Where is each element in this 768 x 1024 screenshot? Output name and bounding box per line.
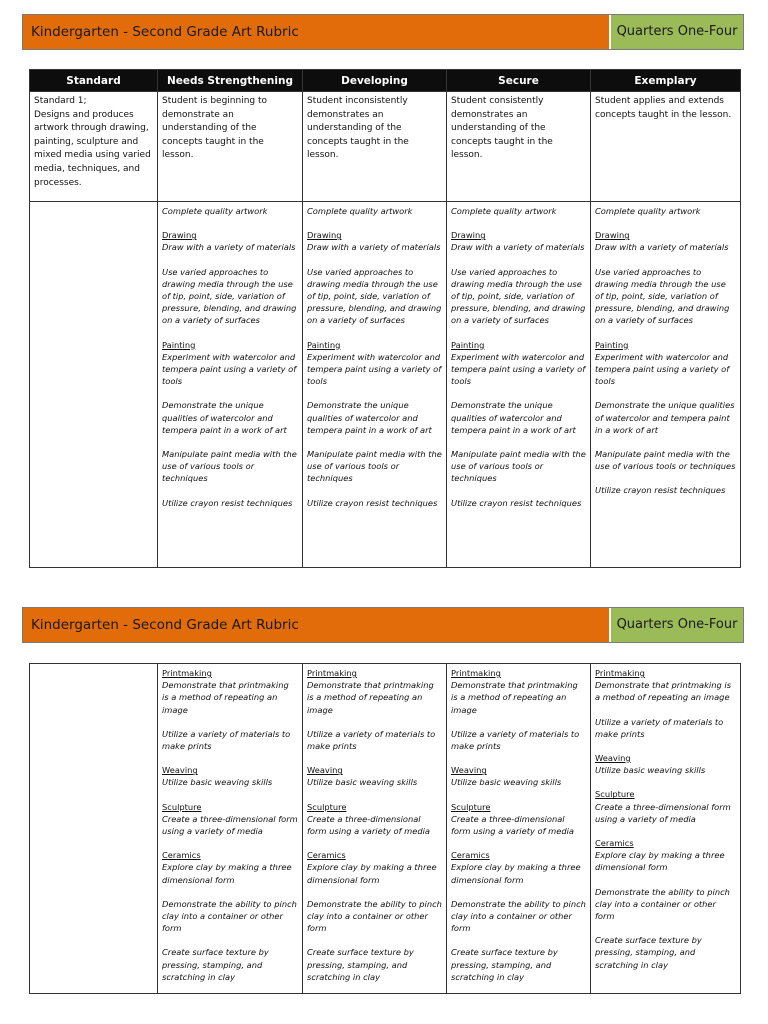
criteria-cell	[447, 664, 591, 994]
criteria-item	[307, 266, 442, 327]
criteria-heading: Sculpture	[595, 789, 635, 800]
criteria-item	[307, 205, 442, 217]
criteria-text: Utilize a variety of materials to make prints	[307, 728, 436, 752]
criteria-text: Demonstrate that printmaking is a method of repeating an image	[162, 680, 289, 715]
header-standard: Standard	[30, 70, 158, 92]
criteria-item	[595, 266, 736, 327]
criteria-text: Manipulate paint media with the use of various tools or techniques	[162, 449, 297, 484]
exemplary-description: Student applies and extends concepts taught in the lesson.	[591, 92, 741, 202]
criteria-item	[451, 205, 586, 217]
rubric-table	[29, 69, 741, 568]
criteria-text: Utilize a variety of materials to make prints	[162, 728, 291, 752]
rubric-table-continued	[29, 663, 741, 994]
criteria-item	[307, 898, 442, 935]
criteria-item	[595, 339, 736, 388]
criteria-text: Demonstrate the unique qualities of watercolor and tempera paint in a work of art	[307, 400, 432, 435]
criteria-item	[162, 205, 298, 217]
criteria-text: Use varied approaches to drawing media through the use of tip, point, side, variation of pressure, blending, and drawing on a variety of surfaces	[595, 266, 730, 326]
criteria-text: Draw with a variety of materials	[307, 242, 441, 253]
criteria-item	[595, 484, 736, 496]
rubric-title: Kindergarten - Second Grade Art Rubric	[23, 608, 611, 642]
criteria-text: Demonstrate that printmaking is a method of repeating an image	[451, 680, 578, 715]
criteria-heading: Drawing	[595, 230, 630, 241]
criteria-text: Utilize a variety of materials to make prints	[451, 728, 580, 752]
criteria-item	[162, 849, 298, 886]
criteria-text: Demonstrate the unique qualities of watercolor and tempera paint in a work of art	[451, 400, 576, 435]
criteria-item	[451, 764, 586, 788]
criteria-cell	[591, 664, 741, 994]
criteria-item	[451, 497, 586, 509]
criteria-text: Utilize basic weaving skills	[162, 777, 273, 788]
criteria-text: Manipulate paint media with the use of various tools or techniques	[307, 449, 442, 484]
criteria-item	[595, 934, 736, 971]
criteria-item	[451, 266, 586, 327]
criteria-item	[162, 229, 298, 253]
secure-description: Student consistently demonstrates an understanding of the concepts taught in the lesson.	[447, 92, 591, 202]
criteria-item	[595, 205, 736, 217]
criteria-text: Utilize basic weaving skills	[451, 777, 562, 788]
criteria-text: Complete quality artwork	[162, 206, 268, 216]
criteria-text: Demonstrate the unique qualities of watercolor and tempera paint in a work of art	[595, 400, 735, 435]
standard-number: Standard 1;	[34, 96, 87, 106]
criteria-item	[307, 849, 442, 886]
criteria-item	[307, 497, 442, 509]
criteria-row	[30, 664, 741, 994]
criteria-heading: Painting	[595, 339, 629, 350]
criteria-heading: Printmaking	[451, 668, 501, 678]
criteria-item	[307, 946, 442, 983]
criteria-text: Use varied approaches to drawing media through the use of tip, point, side, variation of pressure, blending, and drawing on a variety of surfaces	[307, 266, 442, 326]
criteria-heading: Drawing	[307, 230, 342, 241]
criteria-text: Draw with a variety of materials	[451, 242, 585, 253]
criteria-text: Explore clay by making a three dimensional form	[451, 862, 581, 885]
criteria-heading: Drawing	[451, 230, 486, 241]
criteria-text: Explore clay by making a three dimensional form	[307, 862, 437, 885]
criteria-text: Complete quality artwork	[451, 206, 557, 216]
criteria-heading: Sculpture	[162, 801, 202, 812]
criteria-item	[451, 728, 586, 752]
criteria-text: Utilize basic weaving skills	[595, 765, 706, 776]
criteria-text: Create a three-dimensional form using a variety of media	[307, 813, 430, 837]
criteria-heading: Sculpture	[451, 801, 491, 812]
criteria-heading: Printmaking	[307, 668, 357, 678]
criteria-heading: Painting	[162, 339, 196, 350]
criteria-item	[307, 448, 442, 485]
header-developing: Developing	[303, 70, 447, 92]
criteria-text: Create a three-dimensional form using a variety of media	[162, 813, 298, 837]
criteria-heading: Printmaking	[162, 668, 212, 678]
criteria-item	[595, 886, 736, 923]
criteria-item	[451, 946, 586, 983]
criteria-item	[451, 849, 586, 886]
criteria-item	[162, 497, 298, 509]
criteria-text: Create surface texture by pressing, stamping, and scratching in clay	[162, 947, 269, 982]
criteria-text: Demonstrate the ability to pinch clay into a container or other form	[162, 898, 297, 934]
criteria-item	[595, 716, 736, 740]
criteria-heading: Ceramics	[595, 838, 634, 849]
criteria-text: Complete quality artwork	[595, 206, 701, 216]
criteria-cell	[303, 664, 447, 994]
criteria-item	[162, 728, 298, 752]
criteria-item	[451, 801, 586, 838]
criteria-heading: Printmaking	[595, 668, 645, 678]
criteria-heading: Weaving	[451, 765, 487, 776]
criteria-item	[162, 946, 298, 983]
developing-description: Student inconsistently demonstrates an understanding of the concepts taught in the lesson.	[303, 92, 447, 202]
criteria-item	[307, 399, 442, 436]
criteria-heading: Weaving	[307, 765, 343, 776]
criteria-heading: Painting	[451, 339, 485, 350]
criteria-item	[307, 764, 442, 788]
header-secure: Secure	[447, 70, 591, 92]
criteria-item	[162, 667, 298, 716]
criteria-heading: Ceramics	[451, 850, 490, 861]
criteria-text: Create surface texture by pressing, stamping, and scratching in clay	[307, 947, 414, 982]
criteria-text: Experiment with watercolor and tempera paint using a variety of tools	[307, 351, 442, 387]
criteria-item	[451, 399, 586, 436]
needs-strengthening-description: Student is beginning to demonstrate an understanding of the concepts taught in the lesson.	[158, 92, 303, 202]
criteria-heading: Weaving	[162, 765, 198, 776]
criteria-text: Explore clay by making a three dimensional form	[162, 862, 292, 885]
quarters-label: Quarters One-Four	[611, 608, 743, 642]
criteria-text: Demonstrate the ability to pinch clay into a container or other form	[595, 886, 730, 922]
criteria-text: Utilize crayon resist techniques	[307, 497, 438, 508]
criteria-text: Create surface texture by pressing, stamping, and scratching in clay	[595, 935, 702, 970]
criteria-text: Demonstrate that printmaking is a method of repeating an image	[595, 680, 732, 703]
standard-cell	[30, 92, 158, 202]
criteria-standard-cell	[30, 664, 158, 994]
criteria-text: Manipulate paint media with the use of various tools or techniques	[451, 449, 586, 484]
criteria-text: Explore clay by making a three dimensional form	[595, 850, 725, 873]
rubric-banner	[22, 607, 744, 643]
criteria-item	[307, 728, 442, 752]
criteria-cell	[158, 202, 303, 568]
criteria-text: Draw with a variety of materials	[595, 242, 729, 253]
criteria-text: Create a three-dimensional form using a variety of media	[595, 801, 731, 824]
criteria-text: Manipulate paint media with the use of various tools or techniques	[595, 449, 736, 472]
criteria-text: Complete quality artwork	[307, 206, 413, 216]
criteria-text: Create a three-dimensional form using a variety of media	[451, 813, 574, 837]
criteria-row	[30, 202, 741, 568]
criteria-standard-cell	[30, 202, 158, 568]
criteria-item	[162, 898, 298, 935]
criteria-item	[162, 764, 298, 788]
criteria-text: Use varied approaches to drawing media through the use of tip, point, side, variation of pressure, blending, and drawing on a variety of surfaces	[162, 266, 297, 326]
criteria-heading: Ceramics	[162, 850, 201, 861]
criteria-item	[451, 667, 586, 716]
criteria-item	[162, 801, 298, 838]
rubric-title: Kindergarten - Second Grade Art Rubric	[23, 15, 611, 49]
criteria-text: Create surface texture by pressing, stamping, and scratching in clay	[451, 947, 558, 982]
criteria-item	[595, 399, 736, 436]
criteria-cell	[303, 202, 447, 568]
quarters-label: Quarters One-Four	[611, 15, 743, 49]
criteria-heading: Sculpture	[307, 801, 347, 812]
criteria-text: Utilize basic weaving skills	[307, 777, 418, 788]
criteria-item	[307, 667, 442, 716]
criteria-item	[451, 898, 586, 935]
criteria-item	[307, 339, 442, 388]
criteria-item	[307, 229, 442, 253]
header-exemplary: Exemplary	[591, 70, 741, 92]
criteria-text: Utilize a variety of materials to make prints	[595, 716, 724, 739]
criteria-item	[595, 229, 736, 253]
rubric-banner	[22, 14, 744, 50]
criteria-text: Use varied approaches to drawing media through the use of tip, point, side, variation of pressure, blending, and drawing on a variety of surfaces	[451, 266, 586, 326]
criteria-item	[162, 339, 298, 388]
standard-description: Designs and produces artwork through drawing, painting, sculpture and mixed media using varied media, techniques, and processes.	[34, 109, 151, 188]
criteria-item	[451, 448, 586, 485]
criteria-item	[595, 837, 736, 874]
criteria-item	[595, 448, 736, 472]
criteria-text: Draw with a variety of materials	[162, 242, 296, 253]
criteria-text: Demonstrate that printmaking is a method of repeating an image	[307, 680, 434, 715]
criteria-item	[307, 801, 442, 838]
header-needs-strengthening: Needs Strengthening	[158, 70, 303, 92]
criteria-heading: Drawing	[162, 230, 197, 241]
criteria-text: Demonstrate the ability to pinch clay into a container or other form	[451, 898, 586, 934]
criteria-text: Experiment with watercolor and tempera paint using a variety of tools	[451, 351, 586, 387]
criteria-item	[451, 339, 586, 388]
criteria-cell	[591, 202, 741, 568]
criteria-item	[451, 229, 586, 253]
criteria-item	[162, 399, 298, 436]
standard-row	[30, 92, 741, 202]
criteria-text: Experiment with watercolor and tempera paint using a variety of tools	[162, 351, 297, 387]
criteria-text: Demonstrate the unique qualities of watercolor and tempera paint in a work of art	[162, 400, 287, 435]
criteria-heading: Ceramics	[307, 850, 346, 861]
criteria-text: Utilize crayon resist techniques	[162, 497, 293, 508]
criteria-item	[162, 448, 298, 485]
criteria-cell	[158, 664, 303, 994]
criteria-item	[595, 667, 736, 704]
criteria-text: Utilize crayon resist techniques	[451, 497, 582, 508]
criteria-item	[595, 752, 736, 776]
criteria-item	[162, 266, 298, 327]
criteria-text: Utilize crayon resist techniques	[595, 485, 726, 496]
criteria-text: Demonstrate the ability to pinch clay into a container or other form	[307, 898, 442, 934]
header-row	[30, 70, 741, 92]
criteria-text: Experiment with watercolor and tempera paint using a variety of tools	[595, 351, 730, 387]
criteria-heading: Weaving	[595, 753, 631, 764]
criteria-heading: Painting	[307, 339, 341, 350]
criteria-cell	[447, 202, 591, 568]
criteria-item	[595, 788, 736, 825]
